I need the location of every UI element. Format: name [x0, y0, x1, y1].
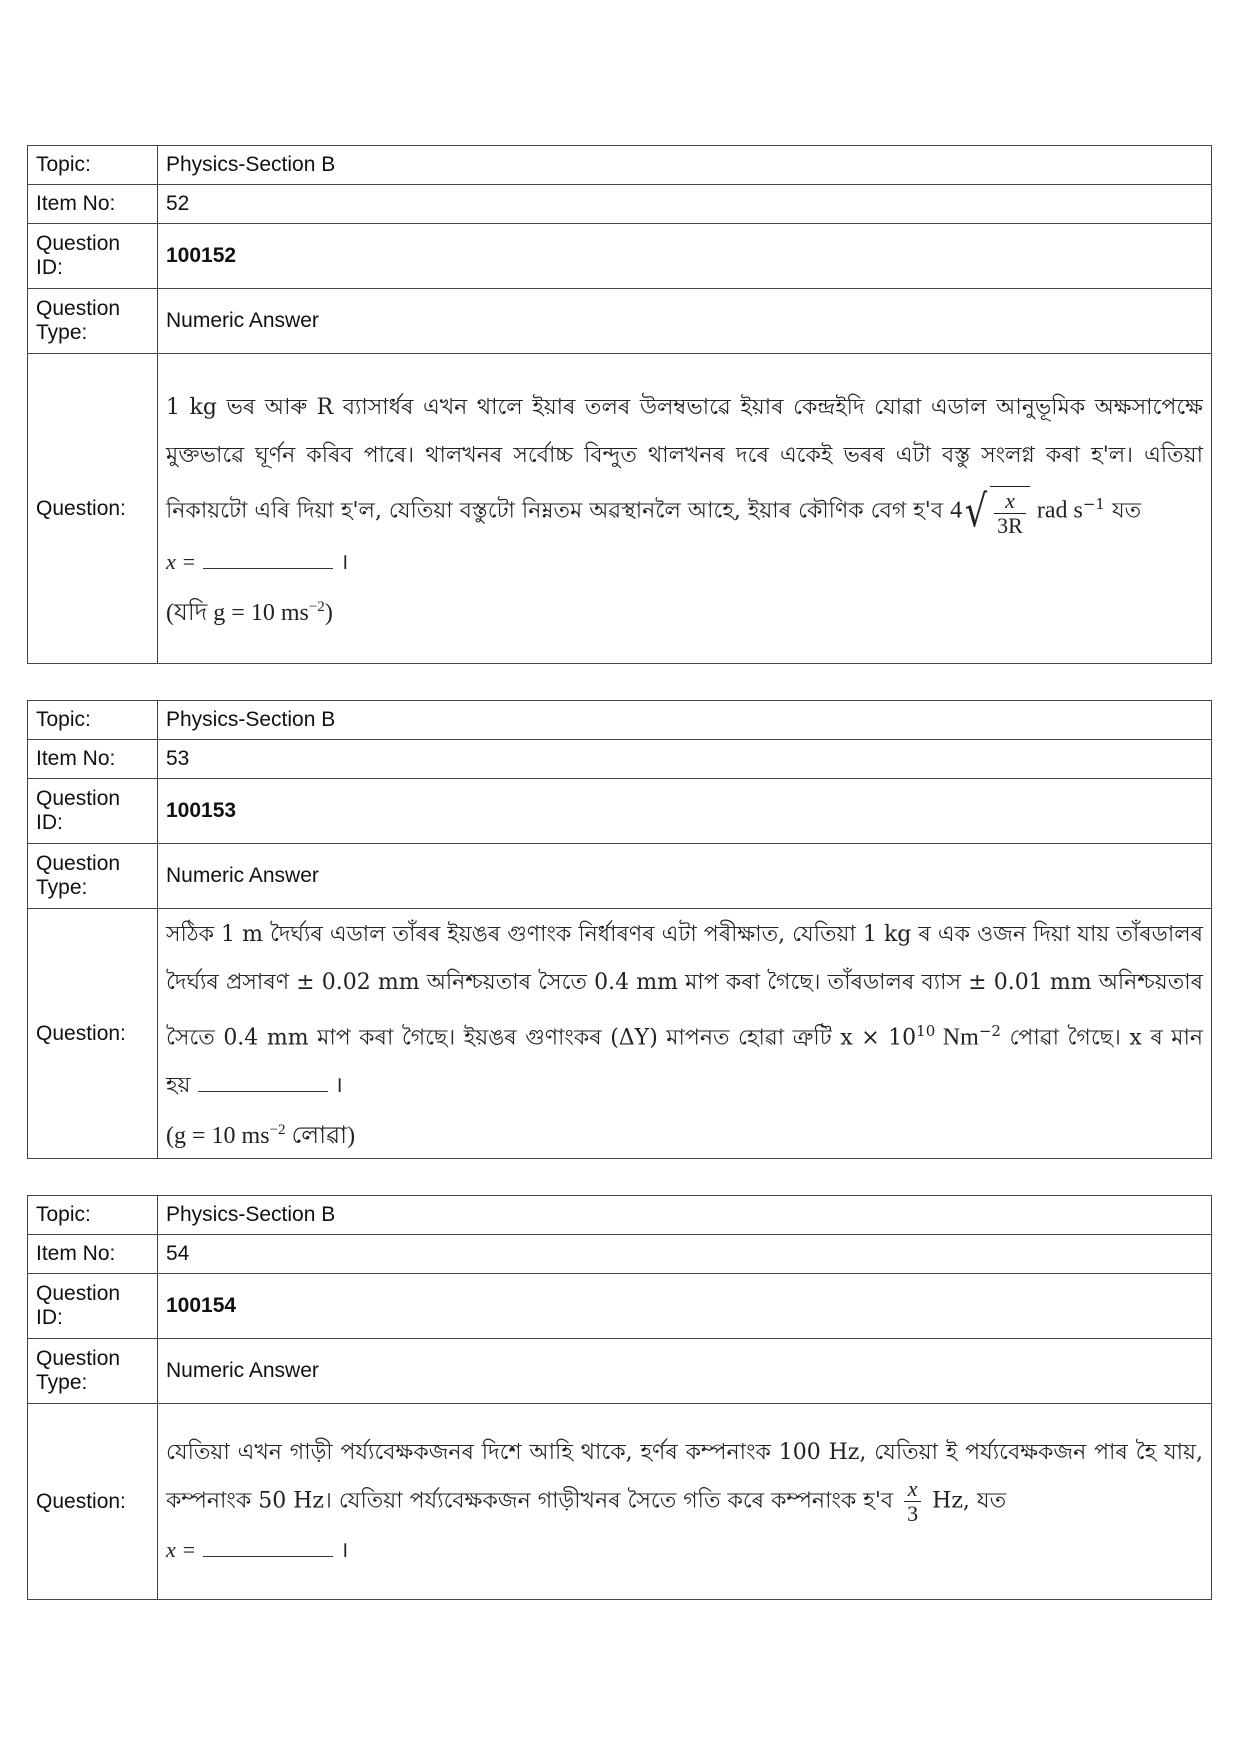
unit: rad s	[1036, 497, 1083, 524]
question-body: যেতিয়া এখন গাড়ী পৰ্য্যবেক্ষকজনৰ দিশে আহি থাকে, হৰ্ণৰ কম্পনাংক 100 Hz, যেতিয়া ই পৰ্য্যবেক্ষকজন পাৰ হৈ যায়, কম্পনাংক 50 Hz। যেতিয়া পৰ্য্যবেক্ষকজন গাড়ীখনৰ সৈতে গতি কৰে কম্পনাংক হ'ব	[166, 1439, 1203, 1513]
question-id-value: 100153	[158, 779, 1212, 844]
unit-exponent: −1	[1082, 495, 1105, 514]
topic-value: Physics-Section B	[158, 701, 1212, 740]
danda: ।	[340, 549, 349, 575]
fraction-numerator: x	[904, 1477, 921, 1502]
question-card-54	[27, 1195, 1212, 1600]
item-no-label: Item No:	[28, 740, 158, 779]
question-text	[158, 1404, 1212, 1600]
given-exponent: −2	[269, 1122, 286, 1139]
coefficient: 4	[950, 497, 963, 524]
question-text	[158, 909, 1212, 1159]
answer-blank	[203, 548, 333, 569]
given-end: লোৱা)	[285, 1123, 356, 1150]
question-type-value: Numeric Answer	[158, 1339, 1212, 1404]
question-body: 1 kg ভৰ আৰু R ব্যাসাৰ্ধৰ এখন থালে ইয়াৰ তলৰ উলম্বভাৱে ইয়াৰ কেন্দ্ৰইদি যোৱা এডাল আনুভূমিক অক্ষসাপেক্ষে মুক্তভাৱে ঘূৰ্ণন কৰিব পাৰে। থালখনৰ সৰ্বোচ্চ বিন্দুত থালখনৰ দৰে একেই ভৰৰ এটা বস্তু সংলগ্ন কৰা হ'ল। এতিয়া নিকায়টো এৰি দিয়া হ'ল, যেতিয়া বস্তুটো নিম্নতম অৱস্থানলৈ আহে, ইয়াৰ কৌণিক বেগ হ'ব	[166, 395, 1203, 524]
item-no-value: 54	[158, 1235, 1212, 1274]
square-root: √ $\frac{x}{3R}$	[962, 486, 1030, 538]
question-type-value: Numeric Answer	[158, 844, 1212, 909]
question-id-value: 100152	[158, 224, 1212, 289]
danda: ।	[334, 1073, 343, 1099]
unit-exponent: −2	[978, 1021, 1001, 1040]
question-body-end: যত	[1111, 498, 1142, 524]
answer-variable: x =	[166, 1536, 197, 1562]
question-card-53	[27, 700, 1212, 1159]
topic-value: Physics-Section B	[158, 1196, 1212, 1235]
question-label: Question:	[28, 909, 158, 1159]
topic-label: Topic:	[28, 146, 158, 185]
question-body-end: পোৱা গৈছে। x ৰ মান হয়	[166, 1025, 1203, 1099]
question-type-label: Question Type:	[28, 1339, 158, 1404]
fraction-numerator: x	[994, 489, 1026, 514]
fraction	[904, 1477, 921, 1526]
unit: Nm	[935, 1024, 979, 1051]
question-label: Question:	[28, 1404, 158, 1600]
answer-blank	[198, 1071, 328, 1092]
given-condition: (যদি g = 10 ms	[166, 599, 309, 626]
question-type-value: Numeric Answer	[158, 289, 1212, 354]
question-body-end: Hz, যত	[932, 1488, 1007, 1513]
fraction	[994, 489, 1026, 538]
topic-label: Topic:	[28, 1196, 158, 1235]
power-exponent: 10	[916, 1021, 936, 1040]
item-no-value: 52	[158, 185, 1212, 224]
question-type-label: Question Type:	[28, 844, 158, 909]
item-no-value: 53	[158, 740, 1212, 779]
question-id-label: Question ID:	[28, 1274, 158, 1339]
given-exponent: −2	[308, 598, 325, 615]
question-id-value: 100154	[158, 1274, 1212, 1339]
question-body: সঠিক 1 m দৈৰ্ঘ্যৰ এডাল তাঁৰৰ ইয়ঙৰ গুণাংক নিৰ্ধাৰণৰ এটা পৰীক্ষাত, যেতিয়া 1 kg ৰ এক ওজন দিয়া যায় তাঁৰডালৰ দৈৰ্ঘ্যৰ প্ৰসাৰণ ± 0.02 mm অনিশ্চয়তাৰ সৈতে 0.4 mm মাপ কৰা গৈছে। তাঁৰডালৰ ব্যাস ± 0.01 mm অনিশ্চয়তাৰ সৈতে 0.4 mm মাপ কৰা গৈছে। ইয়ঙৰ গুণাংকৰ (ΔY) মাপনত হোৱা ত্ৰুটি x × 10	[166, 921, 1203, 1051]
topic-value: Physics-Section B	[158, 146, 1212, 185]
item-no-label: Item No:	[28, 1235, 158, 1274]
answer-variable: x =	[166, 548, 197, 574]
item-no-label: Item No:	[28, 185, 158, 224]
question-label: Question:	[28, 354, 158, 664]
question-type-label: Question Type:	[28, 289, 158, 354]
danda: ।	[340, 1537, 349, 1563]
question-text	[158, 354, 1212, 664]
fraction-denominator: 3	[907, 1500, 919, 1526]
question-id-label: Question ID:	[28, 224, 158, 289]
question-id-label: Question ID:	[28, 779, 158, 844]
answer-blank	[203, 1536, 333, 1557]
topic-label: Topic:	[28, 701, 158, 740]
question-card-52	[27, 145, 1212, 664]
given-condition: (g = 10 ms	[166, 1123, 270, 1150]
fraction-denominator: 3R	[997, 512, 1023, 538]
given-end: )	[324, 599, 333, 626]
